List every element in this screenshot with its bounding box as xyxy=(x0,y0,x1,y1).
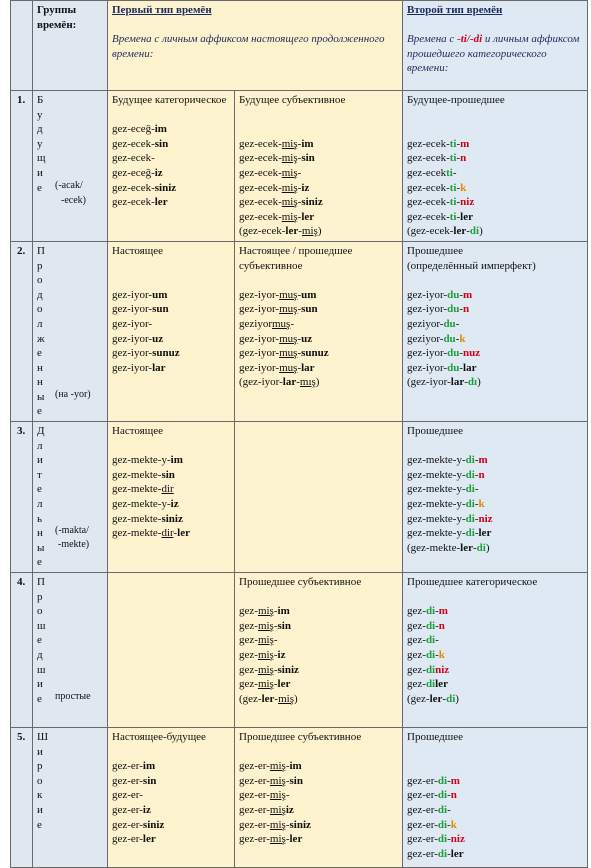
tense-title: Прошедшее xyxy=(407,731,463,743)
group-letter: е xyxy=(37,181,42,194)
tense-table xyxy=(10,0,588,868)
verb-form: gez-mekte-dir-ler xyxy=(112,527,190,540)
tense-title: Прошедшее xyxy=(407,425,463,438)
cell-future-past xyxy=(403,91,588,242)
cell-future-categorical xyxy=(108,91,235,242)
tense-title: Настоящее xyxy=(112,425,163,438)
verb-form: gez-iyor-muş-uz xyxy=(239,332,313,345)
row-number: 4. xyxy=(11,573,33,728)
verb-form: gez-mekte-siniz xyxy=(112,512,183,525)
group-letter: щ xyxy=(37,152,46,165)
verb-form: gez-miş-siniz xyxy=(239,663,299,676)
forms-list xyxy=(407,137,583,225)
second-type-header xyxy=(403,1,588,91)
forms-list xyxy=(239,604,398,692)
verb-form: gez-ecek-miş-im xyxy=(239,137,314,150)
group-letters xyxy=(37,730,103,832)
verb-form: geziyor-du-k xyxy=(407,332,466,345)
group-letter: д xyxy=(37,648,43,661)
verb-form: gez-iyor-muş-um xyxy=(239,288,317,301)
cell-past-categorical xyxy=(403,573,588,728)
header-row xyxy=(11,1,588,91)
forms-list xyxy=(407,288,583,376)
group-letter: о xyxy=(37,303,43,316)
second-type-title: Второй тип времён xyxy=(407,4,503,16)
verb-form: gez-ecek-ler xyxy=(112,196,168,209)
verb-form: gez-mekte-sin xyxy=(112,468,175,481)
group-note: (на -yor) xyxy=(55,388,91,400)
group-letter: о xyxy=(37,274,43,287)
verb-form: gez-iyor-sunuz xyxy=(112,347,180,360)
cell-empty xyxy=(108,573,235,728)
first-type-description: Времена с личным аффиксом настоящего продолженного времени: xyxy=(112,33,385,60)
verb-form: gez-iyor-uz xyxy=(112,332,164,345)
tense-title: Прошедшее субъективное xyxy=(239,576,362,588)
verb-form: gez-iyor-muş-sun xyxy=(239,303,318,316)
group-note: (-acak/ xyxy=(55,180,83,191)
group-letter: н xyxy=(37,376,43,389)
group-letter: е xyxy=(37,634,42,647)
tense-subtitle: (определённый имперфект) xyxy=(407,259,536,272)
group-letter: ь xyxy=(37,512,43,525)
verb-form: gez-iyor-muş-lar xyxy=(239,361,315,374)
group-letter: ж xyxy=(37,332,45,345)
cell-present-future xyxy=(108,728,235,868)
group-letter: и xyxy=(37,803,43,816)
tense-title: Будущее-прошедшее xyxy=(407,94,505,106)
forms-list xyxy=(407,774,583,862)
group-letter: р xyxy=(37,590,43,603)
group-letter: ы xyxy=(37,541,45,554)
cell-present xyxy=(108,241,235,421)
verb-form: geziyormuş- xyxy=(239,317,294,330)
verb-form: gez-er-sin xyxy=(112,774,157,787)
group-letter: л xyxy=(37,439,43,452)
verb-form: gez-er-siniz xyxy=(112,818,165,831)
verb-form: gez-diler xyxy=(407,678,448,691)
group-letter: и xyxy=(37,745,43,758)
verb-form: gez-diniz xyxy=(407,663,450,676)
forms-list xyxy=(239,137,398,225)
verb-form: gez-miş-im xyxy=(239,605,290,618)
row-number: 1. xyxy=(11,91,33,242)
verb-form: gez-ecek-miş-ler xyxy=(239,210,315,223)
forms-list xyxy=(239,288,398,376)
group-name xyxy=(33,728,108,868)
row-continuous xyxy=(11,241,588,421)
group-letter: т xyxy=(37,468,42,481)
group-letter: д xyxy=(37,288,43,301)
cell-past-imperfect xyxy=(403,241,588,421)
group-letter: у xyxy=(37,137,43,150)
cell-past-durative xyxy=(403,422,588,573)
verb-form: gez-miş-ler xyxy=(239,678,291,691)
verb-form: gez-er- xyxy=(112,789,143,802)
group-letter: р xyxy=(37,259,43,272)
cell-past-subjective-aorist xyxy=(235,728,403,868)
verb-form: gez-eceğ-iz xyxy=(112,166,163,179)
verb-form: gez-miş-sin xyxy=(239,619,291,632)
verb-form: gez-er-di-m xyxy=(407,774,460,787)
first-type-title: Первый тип времён xyxy=(112,4,212,16)
verb-form: gez-di- xyxy=(407,634,439,647)
group-letter: е xyxy=(37,405,42,418)
cell-present-durative xyxy=(108,422,235,573)
verb-form: gez-ecek-miş-siniz xyxy=(239,196,323,209)
verb-form: gez-iyor-du-lar xyxy=(407,361,477,374)
group-letter: о xyxy=(37,774,43,787)
header-corner xyxy=(11,1,33,91)
verb-form: gez-er-di-n xyxy=(407,789,457,802)
group-name xyxy=(33,91,108,242)
verb-form: gez-iyor-du-m xyxy=(407,288,473,301)
group-letter: и xyxy=(37,454,43,467)
verb-form: gez-er-di-k xyxy=(407,818,457,831)
forms-list-last: (gez-ecek-ler-di) xyxy=(407,225,483,238)
verb-form: gez-mekte-y-di-ler xyxy=(407,527,492,540)
forms-list-last: (gez-iyor-lar-mış) xyxy=(239,376,320,389)
verb-form: gez-miş-iz xyxy=(239,648,286,661)
forms-list-last: (gez-mekte-ler-di) xyxy=(407,541,490,554)
group-note: простые xyxy=(55,691,91,702)
group-letter: П xyxy=(37,576,45,588)
verb-form: gez-er-miş-siniz xyxy=(239,818,311,831)
group-letter: Б xyxy=(37,94,44,106)
group-letter: Ш xyxy=(37,731,49,743)
group-letter: д xyxy=(37,123,43,136)
group-letter: н xyxy=(37,527,43,540)
verb-form: gez-er-miş-im xyxy=(239,760,302,773)
tense-title: Прошедшее xyxy=(407,244,463,257)
verb-form: gez-ecek-ti-k xyxy=(407,181,467,194)
verb-form: gez-ecek-miş-iz xyxy=(239,181,310,194)
verb-form: gez-er-miş-sin xyxy=(239,774,303,787)
verb-form: gez-di-m xyxy=(407,605,448,618)
group-note: -mekte) xyxy=(58,539,90,551)
group-letter: и xyxy=(37,166,43,179)
verb-form: gez-ecek-ti-n xyxy=(407,152,467,165)
forms-list xyxy=(112,288,230,376)
forms-list xyxy=(407,604,583,692)
forms-list xyxy=(112,122,230,210)
verb-form: gez-iyor-sun xyxy=(112,303,169,316)
verb-form: gez-ecek-ti-niz xyxy=(407,196,475,209)
row-number: 3. xyxy=(11,422,33,573)
verb-form: gez-di-n xyxy=(407,619,445,632)
verb-form: gez-di-k xyxy=(407,648,445,661)
verb-form: gez-ecek-ti-ler xyxy=(407,210,473,223)
forms-list-last: (gez-ler-miş) xyxy=(239,692,298,705)
verb-form: gez-mekte-y-di-niz xyxy=(407,512,493,525)
groups-header: Группы времён: xyxy=(33,1,108,91)
group-letter: е xyxy=(37,818,42,831)
group-letter: о xyxy=(37,605,43,618)
row-aorist xyxy=(11,728,588,868)
cell-past-subjective xyxy=(235,573,403,728)
verb-form: gez-mekte-y-di-m xyxy=(407,454,488,467)
row-simple-past xyxy=(11,573,588,728)
forms-list xyxy=(112,453,230,541)
verb-form: gez-mekte-dir xyxy=(112,483,174,496)
verb-form: gez-ecek-miş- xyxy=(239,166,302,179)
cell-empty xyxy=(235,422,403,573)
tense-title: Прошедшее категорическое xyxy=(407,576,538,588)
row-durative xyxy=(11,422,588,573)
forms-list xyxy=(112,759,230,847)
group-letter: к xyxy=(37,789,43,802)
verb-form: gez-ecek-ti-m xyxy=(407,137,470,150)
group-letter: е xyxy=(37,347,42,360)
verb-form: gez-ecek-siniz xyxy=(112,181,177,194)
verb-form: gez-mekte-y-di-k xyxy=(407,498,485,511)
tense-title: Настоящее xyxy=(112,244,163,257)
forms-list-last: (gez-ecek-ler-miş) xyxy=(239,225,322,238)
cell-present-past-subjective xyxy=(235,241,403,421)
group-letter: л xyxy=(37,498,43,511)
forms-list-last: (gez-iyor-lar-dı) xyxy=(407,376,481,389)
tense-title: Будущее категорическое xyxy=(112,94,227,106)
verb-form: gez-er-iz xyxy=(112,803,151,816)
verb-form: gez-er-ler xyxy=(112,833,156,846)
group-note: -ecek) xyxy=(61,195,86,206)
verb-form: geziyor-du- xyxy=(407,317,460,330)
verb-form: gez-iyor-du-n xyxy=(407,303,470,316)
verb-form: gez-er-di-ler xyxy=(407,847,464,860)
group-letter: и xyxy=(37,678,43,691)
row-future xyxy=(11,91,588,242)
verb-form: gez-iyor-lar xyxy=(112,361,166,374)
group-letter: н xyxy=(37,361,43,374)
verb-form: gez-ecek-sin xyxy=(112,137,169,150)
tense-title: Настоящее / прошедшее субъективное xyxy=(239,244,353,272)
verb-form: gez-mekte-y-di- xyxy=(407,483,479,496)
verb-form: gez-iyor-muş-sunuz xyxy=(239,347,329,360)
verb-form: gez-mekte-y-di-n xyxy=(407,468,485,481)
verb-form: gez-iyor-du-nuz xyxy=(407,347,481,360)
first-type-header xyxy=(108,1,403,91)
verb-form: gez-er-mişiz xyxy=(239,803,294,816)
group-letter: ы xyxy=(37,390,45,403)
group-letter: ш xyxy=(37,619,46,632)
forms-list xyxy=(407,453,583,541)
verb-form: gez-er-di-niz xyxy=(407,833,465,846)
verb-form: gez-mekte-y-im xyxy=(112,454,183,467)
group-letter: л xyxy=(37,317,43,330)
group-letter: е xyxy=(37,692,42,705)
verb-form: gez-iyor-um xyxy=(112,288,168,301)
group-letter: у xyxy=(37,108,43,121)
tense-title: Прошедшее субъективное xyxy=(239,731,362,743)
verb-form: gez-er-di- xyxy=(407,803,451,816)
tense-title: Будущее субъективное xyxy=(239,94,346,106)
verb-form: gez-eceğ-im xyxy=(112,123,167,136)
verb-form: gez-er-im xyxy=(112,760,156,773)
verb-form: gez-ecekti- xyxy=(407,166,457,179)
verb-form: gez-er-miş- xyxy=(239,789,290,802)
tense-title: Настоящее-будущее xyxy=(112,731,206,743)
group-letter: ш xyxy=(37,663,46,676)
row-number: 2. xyxy=(11,241,33,421)
forms-list-last: (gez-ler-di) xyxy=(407,692,459,705)
group-letters xyxy=(37,575,103,706)
group-letter: Д xyxy=(37,425,45,438)
second-type-description: Времена с -ti/-di и личным аффиксом прошедшего категорического времени: xyxy=(407,33,580,75)
verb-form: gez-iyor- xyxy=(112,317,153,330)
group-letter: е xyxy=(37,556,42,569)
group-note: (-makta/ xyxy=(55,525,89,537)
verb-form: gez-mekte-y-iz xyxy=(112,498,179,511)
verb-form: gez-miş- xyxy=(239,634,278,647)
verb-form: gez-ecek-miş-sin xyxy=(239,152,315,165)
verb-form: gez-ecek- xyxy=(112,152,155,165)
cell-past-aorist xyxy=(403,728,588,868)
group-letter: е xyxy=(37,483,42,496)
group-name xyxy=(33,573,108,728)
group-letter: П xyxy=(37,244,45,257)
group-name xyxy=(33,241,108,421)
forms-list xyxy=(239,759,398,847)
group-letter: р xyxy=(37,760,43,773)
group-name xyxy=(33,422,108,573)
row-number: 5. xyxy=(11,728,33,868)
verb-form: gez-er-miş-ler xyxy=(239,833,303,846)
cell-future-subjective xyxy=(235,91,403,242)
